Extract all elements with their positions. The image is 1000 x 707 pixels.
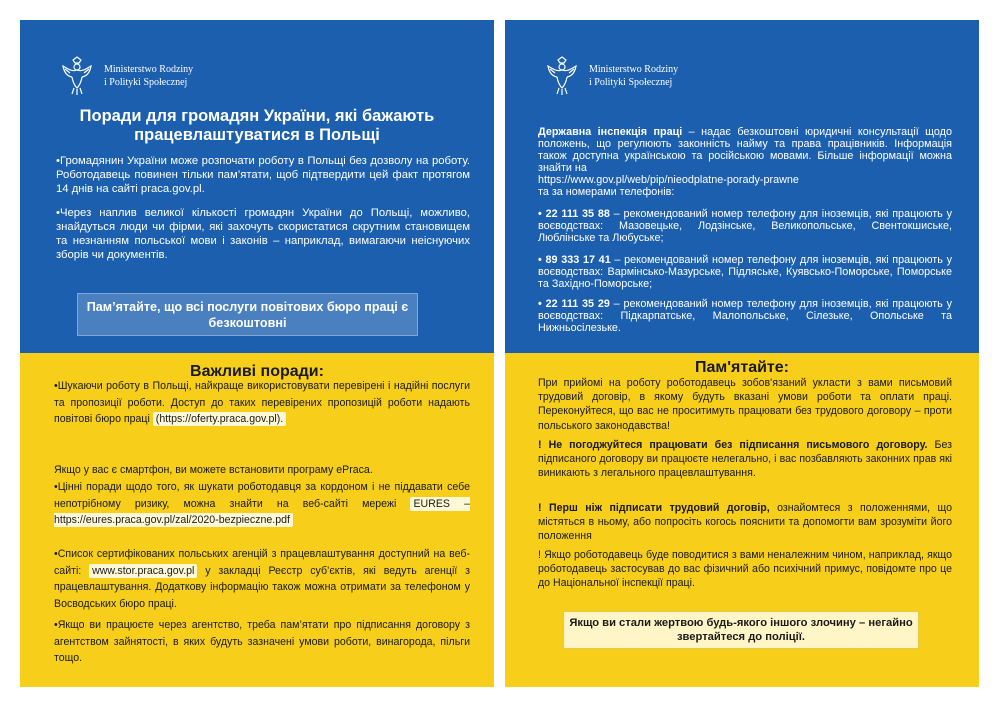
inspection-text: – надає безкоштовні юридичні консультації щодо положень, що регулюють законність найму та права працівників. Інформація також доступна українською та російською мовами. Більше інформації можна знайти на	[538, 126, 952, 175]
left-yellow-section	[20, 353, 494, 687]
phone-number-3[interactable]: • 22 111 35 29	[538, 298, 610, 310]
important-tips-title: Важливі поради:	[190, 363, 324, 380]
tip-4: •Якщо ви працюєте через агентство, треба пам’ятати про підписання договору з агентством зайнятості, в яких будуть зазначені умови роботи, винагорода, пільги тощо.	[54, 619, 470, 665]
remember-title: Пам'ятайте:	[694, 359, 789, 376]
tip-1-text: •Шукаючи роботу в Польщі, найкраще використовувати перевірені і надійні послуги та пропозиції роботи. Доступ до таких перевірених пропозицій роботи надають повітові бюро праці	[54, 380, 470, 426]
eures-link[interactable]: EURES – https://eures.praca.gov.pl/zal/2020-bezpieczne.pdf	[54, 497, 470, 527]
ministry-name	[589, 63, 678, 89]
oferty-link[interactable]: (https://oferty.praca.gov.pl).	[153, 412, 286, 426]
inspection-tail: та за номерами телефонів:	[538, 186, 675, 199]
phone-item-3	[538, 298, 952, 334]
tip-3-text-a: •Список сертифікованих польських агенцій з працевлаштування доступний на веб-сайті:	[54, 548, 470, 577]
right-yellow-section	[505, 353, 979, 687]
eagle-emblem-icon	[545, 56, 579, 96]
tip-2-text: •Цінні поради щодо того, як шукати роботодавця за кордоном і не піддавати себе непотрібному ризику, можна знайти на веб-сайті мережі	[54, 481, 470, 510]
callout-text: Пам’ятайте, що всі послуги повітових бюро праці є безкоштовні	[86, 299, 409, 330]
ministry-logo	[60, 56, 193, 96]
ministry-line-1: Ministerstwo Rodziny	[589, 64, 679, 75]
ministry-line-2: i Polityki Społecznej	[104, 77, 188, 88]
tip-3	[54, 546, 470, 612]
remember-paragraph-2	[538, 438, 952, 481]
left-leaflet	[20, 20, 494, 687]
tip-smartphone: Якщо у вас є смартфон, ви можете встановити програму ePraca.	[54, 464, 373, 476]
remember-paragraph-1: При прийомі на роботу роботодавець зобов'язаний укласти з вами письмовий трудовий договір, в якому будуть вказані умови роботи та оплати праці. Переконуйтеся, що вас не проситимуть працювати без трудового договору – проти польського законодавства!	[538, 377, 952, 432]
inspection-link[interactable]: https://www.gov.pl/web/pip/nieodplatne-porady-prawne	[538, 174, 799, 187]
ministry-logo	[545, 56, 678, 96]
leaflet-title: Поради для громадян України, які бажають працевлаштуватися в Польщі	[79, 107, 435, 144]
remember-paragraph-4: ! Якщо роботодавець буде поводитися з вами неналежним чином, наприклад, якщо роботодавець застосував до вас фізичний або психічний примус, повідомте про це до Національної інспекції праці.	[538, 549, 952, 590]
phone-number-2[interactable]: • 89 333 17 41	[538, 254, 611, 266]
before-signing-text: ознайомтеся з положеннями, що містяться в ньому, або попросіть когось пояснити та допомогти вам зрозуміти його положення	[538, 502, 952, 543]
free-services-callout	[77, 293, 418, 336]
phone-item-1	[538, 208, 952, 244]
police-warning-box	[563, 611, 919, 649]
before-signing-warning: ! Перш ніж підписати трудовий договір,	[538, 502, 770, 514]
right-leaflet	[505, 20, 979, 687]
phone-text-3: – рекомендований номер телефону для іноземців, які працюють у воєводствах: Підкарпатське, Малопольське, Сілезьке, Опольське та Нижньосілезьке.	[538, 298, 952, 335]
tip-1	[54, 378, 470, 428]
intro-paragraph-2: •Через наплив великої кількості громадян України до Польщі, можливо, знайдуться люди чи фірми, які захочуть скористатися скрутним становищем та незнанням польської мови і законів – наприклад, вимагаючи неіснуючих зборів чи документів.	[56, 207, 470, 261]
eagle-emblem-icon	[60, 56, 94, 96]
inspection-label: Державна інспекція праці	[538, 126, 683, 138]
left-blue-section	[20, 20, 494, 353]
intro-paragraph-1: •Громадянин України може розпочати роботу в Польщі без дозволу на роботу. Роботодавець повинен тільки пам’ятати, щоб підтвердити цей факт протягом 14 днів на сайті praca.gov.pl.	[56, 155, 470, 195]
phone-text-2: – рекомендований номер телефону для іноземців, які працюють у воєводствах: Вармінсько-Мазурське, Підляське, Куявсько-Поморське, Поморське та Західно-Поморське;	[538, 254, 952, 291]
ministry-line-1: Ministerstwo Rodziny	[104, 64, 194, 75]
police-warning-text: Якщо ви стали жертвою будь-якого іншого злочину – негайно звертайтеся до поліції.	[569, 617, 913, 643]
no-contract-text: Без підписаного договору ви працюєте нелегально, і вас позбавляють законних прав які виникають з легального працевлаштування.	[538, 439, 952, 480]
labour-inspection-paragraph	[538, 126, 952, 199]
phone-number-1[interactable]: • 22 111 35 88	[538, 208, 610, 220]
phone-item-2	[538, 254, 952, 290]
tip-3-text-b: у закладці Реєстр суб’єктів, які ведуть агенції з працевлаштування. Додаткову інформацію також можна отримати за телефоном у Восводських бюро праці.	[54, 564, 470, 610]
phone-text-1: – рекомендований номер телефону для іноземців, які працюють у воєводствах: Мазовецьке, Лодзінське, Великопольське, Свентокшиське, Люблінське та Любуське;	[538, 208, 952, 245]
ministry-name	[104, 63, 193, 89]
right-blue-section	[505, 20, 979, 353]
stor-link[interactable]: www.stor.praca.gov.pl	[89, 564, 197, 578]
tip-2	[54, 479, 470, 529]
no-contract-warning: ! Не погоджуйтеся працювати без підписання письмового договору.	[538, 439, 928, 451]
remember-paragraph-3	[538, 501, 952, 544]
ministry-line-2: i Polityki Społecznej	[589, 77, 673, 88]
